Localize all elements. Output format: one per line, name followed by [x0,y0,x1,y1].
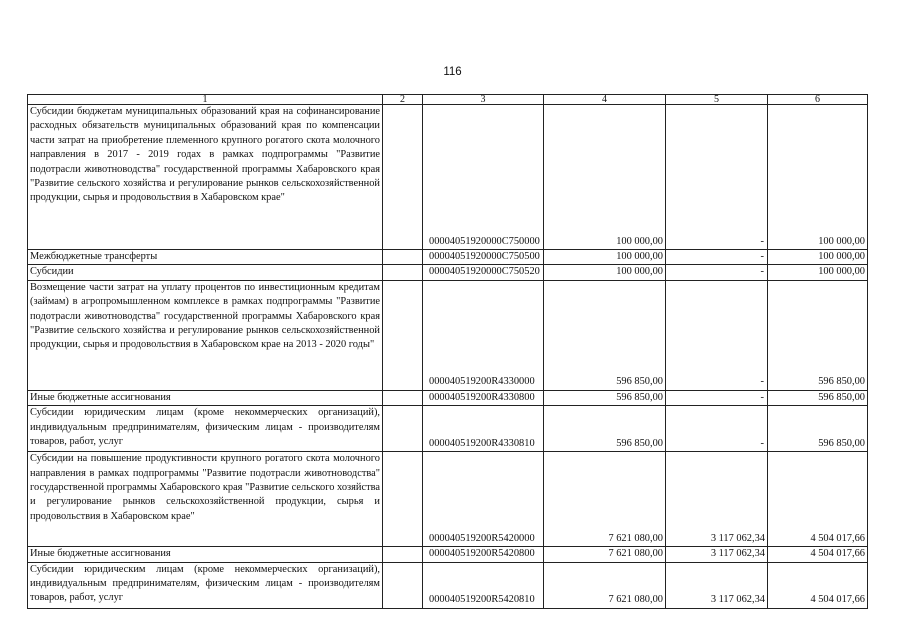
row-code: 00004051920000C750000 [423,105,544,250]
row-col5: 3 117 062,34 [666,562,768,608]
row-code: 000040519200R4330810 [423,406,544,452]
row-col2 [383,547,423,562]
row-col6: 4 504 017,66 [768,452,868,547]
row-col2 [383,390,423,405]
table-row [28,265,868,280]
row-code: 00004051920000C750520 [423,265,544,280]
row-col6: 596 850,00 [768,280,868,390]
row-code: 000040519200R5420810 [423,562,544,608]
row-code: 000040519200R5420800 [423,547,544,562]
row-col6: 100 000,00 [768,250,868,265]
table-row [28,280,868,390]
header-col-4: 4 [544,95,666,105]
table-row [28,562,868,608]
table-row [28,250,868,265]
table-row [28,390,868,405]
row-col5: 3 117 062,34 [666,452,768,547]
row-col4: 100 000,00 [544,250,666,265]
row-col4: 100 000,00 [544,105,666,250]
page-number: 116 [443,66,462,78]
row-name: Иные бюджетные ассигнования [28,390,383,405]
row-col6: 100 000,00 [768,105,868,250]
table-body [28,105,868,609]
row-col2 [383,105,423,250]
row-name: Субсидии юридическим лицам (кроме некоммерческих организаций), индивидуальным предпринимателям, физическим лицам - производителям товаров, работ, услуг [28,406,383,452]
row-code: 00004051920000C750500 [423,250,544,265]
row-col2 [383,452,423,547]
row-col2 [383,250,423,265]
table-row [28,547,868,562]
table-row [28,406,868,452]
header-col-6: 6 [768,95,868,105]
row-col4: 7 621 080,00 [544,547,666,562]
row-code: 000040519200R4330800 [423,390,544,405]
row-col6: 4 504 017,66 [768,562,868,608]
table-row [28,452,868,547]
row-col2 [383,406,423,452]
row-name: Субсидии бюджетам муниципальных образований края на софинансирование расходных обязательств муниципальных образований края по компенсации части затрат на приобретение племенного крупного рогатого скота молочного направления в 2017 - 2019 годах в рамках подпрограммы "Развитие подотрасли животноводства" государственной программы Хабаровского края "Развитие сельского хозяйства и регулирование рынков сельскохозяйственной продукции, сырья и продовольствия в Хабаровском крае" [28,105,383,250]
row-name: Возмещение части затрат на уплату процентов по инвестиционным кредитам (займам) в агропромышленном комплексе в рамках подпрограммы "Развитие подотрасли животноводства" государственной программы Хабаровского края "Развитие сельского хозяйства и регулирование рынков сельскохозяйственной продукции, сырья и продовольствия в Хабаровском крае на 2013 - 2020 годы" [28,280,383,390]
row-col5: 3 117 062,34 [666,547,768,562]
budget-table [27,94,868,609]
row-col6: 596 850,00 [768,406,868,452]
row-col4: 596 850,00 [544,280,666,390]
row-col4: 7 621 080,00 [544,452,666,547]
row-col6: 4 504 017,66 [768,547,868,562]
table-row [28,105,868,250]
row-name: Субсидии на повышение продуктивности крупного рогатого скота молочного направления в рамках подпрограммы "Развитие подотрасли животноводства" государственной программы Хабаровского края "Развитие сельского хозяйства и регулирование рынков сельскохозяйственной продукции, сырья и продовольствия в Хабаровском крае" [28,452,383,547]
row-code: 000040519200R4330000 [423,280,544,390]
header-row [28,95,868,105]
row-name: Субсидии юридическим лицам (кроме некоммерческих организаций), индивидуальным предпринимателям, физическим лицам - производителям товаров, работ, услуг [28,562,383,608]
row-name: Субсидии [28,265,383,280]
row-code: 000040519200R5420000 [423,452,544,547]
row-col2 [383,562,423,608]
row-name: Иные бюджетные ассигнования [28,547,383,562]
table-header [28,95,868,105]
row-col4: 596 850,00 [544,390,666,405]
row-col2 [383,280,423,390]
header-col-3: 3 [423,95,544,105]
row-col4: 596 850,00 [544,406,666,452]
row-col4: 7 621 080,00 [544,562,666,608]
row-col5: - [666,105,768,250]
header-col-5: 5 [666,95,768,105]
row-col5: - [666,250,768,265]
row-col5: - [666,406,768,452]
row-col5: - [666,280,768,390]
row-col5: - [666,265,768,280]
header-col-1: 1 [28,95,383,105]
row-name: Межбюджетные трансферты [28,250,383,265]
header-col-2: 2 [383,95,423,105]
row-col2 [383,265,423,280]
row-col6: 100 000,00 [768,265,868,280]
row-col4: 100 000,00 [544,265,666,280]
row-col6: 596 850,00 [768,390,868,405]
row-col5: - [666,390,768,405]
